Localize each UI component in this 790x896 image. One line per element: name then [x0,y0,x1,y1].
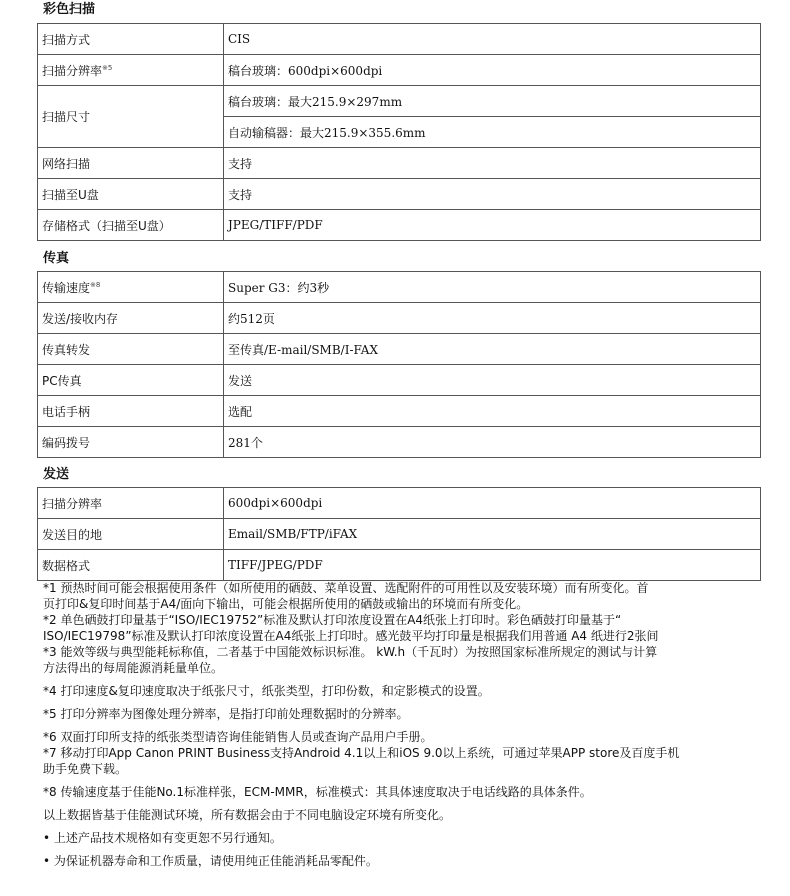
table-row [38,86,761,117]
spec-label: 编码拨号 [38,427,224,458]
footnote-2-line-2: ISO/IEC19798”标准及默认打印浓度设置在A4纸张上打印时。感光鼓平均打印量是根据我们用普通 A4 纸进行2张间 [43,629,659,643]
spec-label-text: 扫描分辨率 [42,63,103,78]
footnote-7-line-2: 助手免费下载。 [43,762,128,776]
spec-label: 网络扫描 [38,148,224,179]
spec-value: 自动输稿器：最大215.9×355.6mm [224,117,761,148]
spec-label-text: 传输速度 [42,280,91,295]
spec-value: 约512页 [224,303,761,334]
footnote-8: *8 传输速度基于佳能No.1标准样张，ECM-MMR，标准模式：其具体速度取决于电话线路的具体条件。 [43,785,592,799]
spec-value: 稿台玻璃：最大215.9×297mm [224,86,761,117]
spec-label: 扫描分辨率 [38,488,224,519]
send-table [37,487,761,581]
spec-value: 稿台玻璃：600dpi×600dpi [224,55,761,86]
footnote-1-line-1: *1 预热时间可能会根据使用条件（如所使用的硒鼓、菜单设置、选配附件的可用性以及安装环境）而有所变化。首 [43,581,649,595]
spec-value: CIS [224,24,761,55]
table-row [38,550,761,581]
color-scan-table [37,23,761,241]
spec-label: 发送目的地 [38,519,224,550]
spec-value: 至传真/E-mail/SMB/I-FAX [224,334,761,365]
spec-value: TIFF/JPEG/PDF [224,550,761,581]
footnotes [43,580,763,869]
table-row [38,148,761,179]
table-row [38,55,761,86]
spec-value: 选配 [224,396,761,427]
spec-value: JPEG/TIFF/PDF [224,210,761,241]
fax-table [37,271,761,458]
spec-value: 支持 [224,179,761,210]
spec-label: PC传真 [38,365,224,396]
spec-label: 扫描至U盘 [38,179,224,210]
footnote-3-line-2: 方法得出的每周能源消耗量单位。 [43,661,224,675]
footnote-4: *4 打印速度&复印速度取决于纸张尺寸，纸张类型，打印份数，和定影模式的设置。 [43,684,490,698]
table-row [38,519,761,550]
section-title-color-scan: 彩色扫描 [43,2,96,17]
table-row [38,365,761,396]
table-row [38,272,761,303]
spec-label: 数据格式 [38,550,224,581]
footnote-2-line-1: *2 单色硒鼓打印量基于“ISO/IEC19752”标准及默认打印浓度设置在A4纸张上打印时。彩色硒鼓打印量基于“ [43,613,622,627]
footnote-1-line-2: 页打印&复印时间基于A4/面向下输出，可能会根据所使用的硒鼓或输出的环境而有所变化。 [43,597,529,611]
spec-label: 扫描尺寸 [38,86,224,148]
table-row [38,303,761,334]
footnote-5: *5 打印分辨率为图像处理分辨率，是指打印前处理数据时的分辨率。 [43,707,409,721]
table-row [38,179,761,210]
table-row [38,334,761,365]
spec-label: 传真转发 [38,334,224,365]
disclaimer-bullet-1: • 上述产品技术规格如有变更恕不另行通知。 [43,831,282,845]
table-row [38,210,761,241]
footnote-7-line-1: *7 移动打印App Canon PRINT Business支持Android 4.1以上和iOS 9.0以上系统，可通过苹果APP store及百度手机 [43,746,680,760]
table-row [38,24,761,55]
spec-label: 发送/接收内存 [38,303,224,334]
footnote-3-line-1: *3 能效等级与典型能耗标称值，二者基于中国能效标识标准。 kW.h（千瓦时）为按照国家标准所规定的测试与计算 [43,645,658,659]
spec-value: 281个 [224,427,761,458]
section-title-send: 发送 [43,467,70,482]
footnote-6: *6 双面打印所支持的纸张类型请咨询佳能销售人员或查询产品用户手册。 [43,730,433,744]
spec-value: Super G3：约3秒 [224,272,761,303]
spec-label [38,272,224,303]
spec-label: 电话手柄 [38,396,224,427]
section-title-fax: 传真 [43,251,70,266]
table-row [38,396,761,427]
spec-value: Email/SMB/FTP/iFAX [224,519,761,550]
table-row [38,427,761,458]
disclaimer-bullet-2: • 为保证机器寿命和工作质量，请使用纯正佳能消耗品零配件。 [43,854,378,868]
footnote-marker: ※8 [90,280,101,289]
spec-value: 600dpi×600dpi [224,488,761,519]
spec-label: 扫描方式 [38,24,224,55]
spec-value: 支持 [224,148,761,179]
disclaimer-text: 以上数据皆基于佳能测试环境，所有数据会由于不同电脑设定环境有所变化。 [43,808,452,822]
spec-label: 存储格式（扫描至U盘） [38,210,224,241]
spec-value: 发送 [224,365,761,396]
footnote-marker: ※5 [102,63,113,72]
spec-label [38,55,224,86]
table-row [38,488,761,519]
